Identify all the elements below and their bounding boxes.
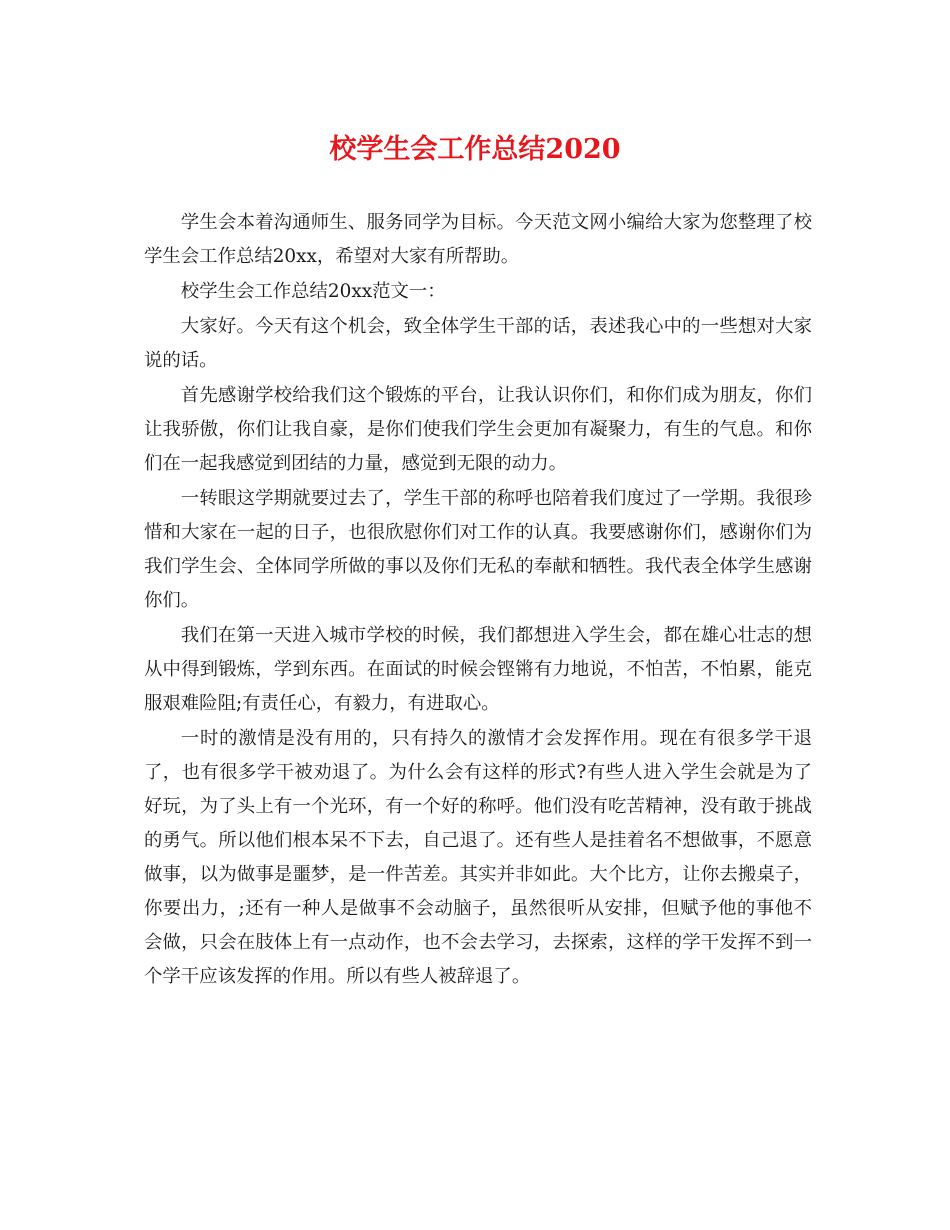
- paragraph-thanks-school: 首先感谢学校给我们这个锻炼的平台，让我认识你们，和你们成为朋友，你们让我骄傲，你们让我自豪，是你们使我们学生会更加有凝聚力，有生的气息。和你们在一起我感觉到团结的力量，感觉到无限的动力。: [144, 385, 812, 474]
- paragraph-intro: 学生会本着沟通师生、服务同学为目标。今天范文网小编给大家为您整理了校学生会工作总结20xx，希望对大家有所帮助。: [144, 212, 812, 267]
- paragraph-semester: 一转眼这学期就要过去了，学生干部的称呼也陪着我们度过了一学期。我很珍惜和大家在一起的日子，也很欣慰你们对工作的认真。我要感谢你们，感谢你们为我们学生会、全体同学所做的事以及你们无私的奉献和牺牲。我代表全体学生感谢你们。: [144, 488, 812, 611]
- paragraph-first-day: 我们在第一天进入城市学校的时候，我们都想进入学生会，都在雄心壮志的想从中得到锻炼，学到东西。在面试的时候会铿锵有力地说，不怕苦，不怕累，能克服艰难险阻;有责任心，有毅力，有进取心。: [144, 625, 812, 714]
- paragraph-passion: 一时的激情是没有用的，只有持久的激情才会发挥作用。现在有很多学干退了，也有很多学干被劝退了。为什么会有这样的形式?有些人进入学生会就是为了好玩，为了头上有一个光环，有一个好的称呼。他们没有吃苦精神，没有敢于挑战的勇气。所以他们根本呆不下去，自己退了。还有些人是挂着名不想做事，不愿意做事，以为做事是噩梦，是一件苦差。其实并非如此。大个比方，让你去搬桌子，你要出力，;还有一种人是做事不会动脑子，虽然很听从安排，但赋予他的事他不会做，只会在肢体上有一点动作，也不会去学习，去探索，这样的学干发挥不到一个学干应该发挥的作用。所以有些人被辞退了。: [144, 728, 812, 987]
- paragraph-greeting: 大家好。今天有这个机会，致全体学生干部的话，表述我心中的一些想对大家说的话。: [144, 316, 812, 371]
- document-title: 校学生会工作总结2020: [329, 134, 621, 165]
- paragraph-sample-heading: 校学生会工作总结20xx范文一：: [180, 281, 446, 302]
- document-body: [144, 206, 812, 995]
